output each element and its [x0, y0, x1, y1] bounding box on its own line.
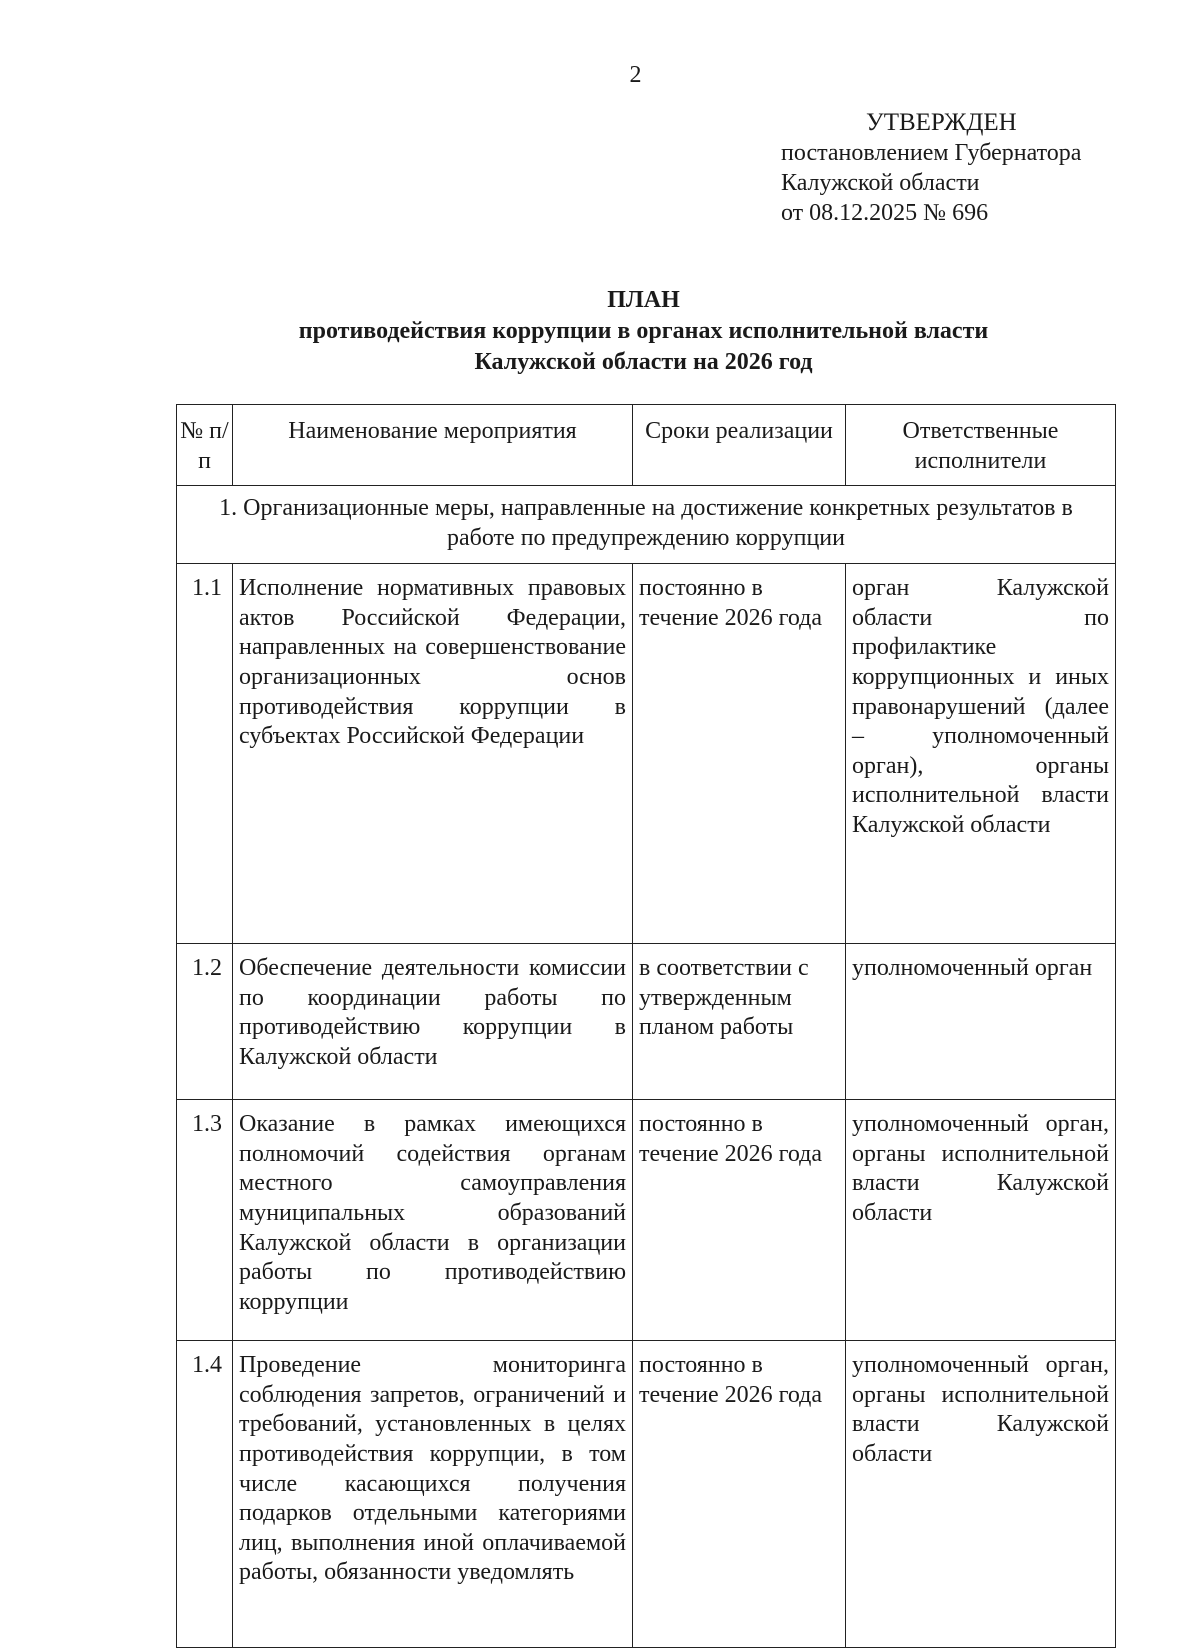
plan-table — [176, 404, 1116, 1648]
header-term: Сроки реализации — [633, 405, 846, 486]
header-responsible: Ответственные исполнители — [846, 405, 1116, 486]
row-responsible: уполномоченный орган — [846, 944, 1116, 1100]
table-row — [177, 944, 1116, 1100]
row-term: постоянно в течение 2026 года — [633, 564, 846, 944]
header-num: № п/п — [177, 405, 233, 486]
table-row — [177, 1341, 1116, 1648]
row-name: Оказание в рамках имеющихся полномочий содействия органам местного самоуправления муниципальных образований Калужской области в организации работы по противодействию коррупции — [233, 1100, 633, 1341]
approval-stamp — [781, 108, 1081, 228]
document-title-line-1: ПЛАН — [607, 287, 680, 313]
row-name: Исполнение нормативных правовых актов Российской Федерации, направленных на совершенствование организационных основ противодействия коррупции в субъектах Российской Федерации — [233, 564, 633, 944]
row-responsible: орган Калужской области по профилактике коррупционных и иных правонарушений (далее – уполномоченный орган), органы исполнительной власти Калужской области — [846, 564, 1116, 944]
row-num: 1.2 — [177, 944, 233, 1100]
document-title — [0, 285, 1200, 378]
header-name: Наименование мероприятия — [233, 405, 633, 486]
approval-title: УТВЕРЖДЕН — [866, 109, 1017, 136]
approval-line-1: постановлением Губернатора — [781, 140, 1082, 166]
approval-line-2: Калужской области — [781, 170, 980, 196]
row-responsible: уполномоченный орган, органы исполнительной власти Калужской области — [846, 1100, 1116, 1341]
page-number: 2 — [629, 62, 642, 88]
row-num: 1.1 — [177, 564, 233, 944]
row-term: в соответствии с утвержденным планом работы — [633, 944, 846, 1100]
section-title: 1. Организационные меры, направленные на достижение конкретных результатов в работе по предупреждению коррупции — [177, 486, 1116, 564]
row-num: 1.3 — [177, 1100, 233, 1341]
table-row — [177, 1100, 1116, 1341]
row-term: постоянно в течение 2026 года — [633, 1341, 846, 1648]
section-row — [177, 486, 1116, 564]
approval-line-3: от 08.12.2025 № 696 — [781, 200, 989, 226]
table-row — [177, 564, 1116, 944]
row-num: 1.4 — [177, 1341, 233, 1648]
table-header-row — [177, 405, 1116, 486]
row-responsible: уполномоченный орган, органы исполнительной власти Калужской области — [846, 1341, 1116, 1648]
row-name: Проведение мониторинга соблюдения запретов, ограничений и требований, установленных в целях противодействия коррупции, в том числе касающихся получения подарков отдельными категориями лиц, выполнения иной оплачиваемой работы, обязанности уведомлять — [233, 1341, 633, 1648]
document-title-line-3: Калужской области на 2026 год — [474, 349, 813, 375]
document-title-line-2: противодействия коррупции в органах исполнительной власти — [298, 318, 989, 344]
row-name: Обеспечение деятельности комиссии по координации работы по противодействию коррупции в Калужской области — [233, 944, 633, 1100]
row-term: постоянно в течение 2026 года — [633, 1100, 846, 1341]
